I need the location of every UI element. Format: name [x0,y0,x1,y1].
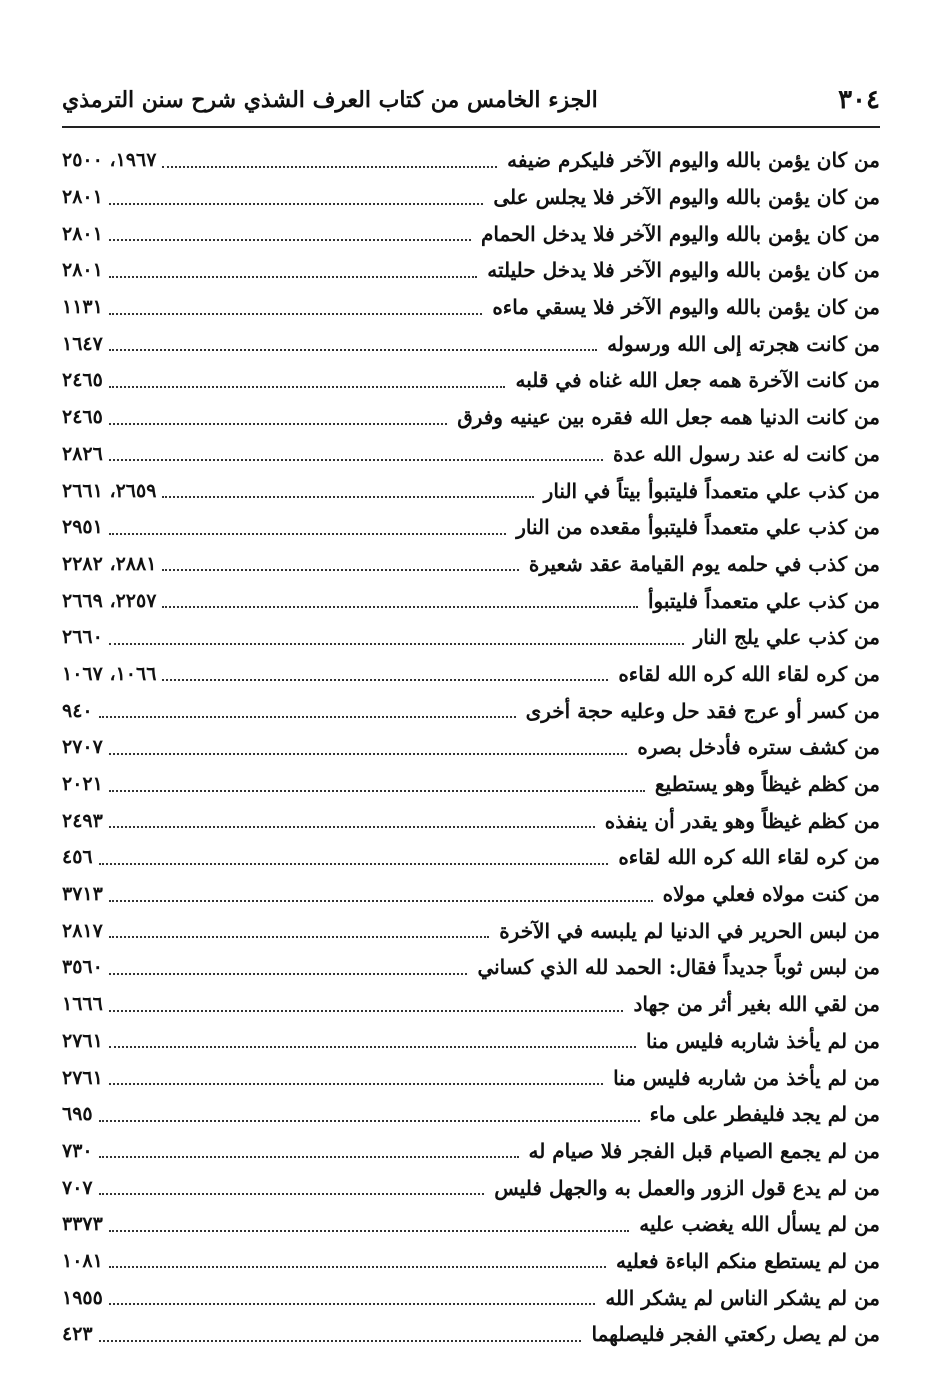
index-row [62,692,880,729]
dot-leader [109,935,489,938]
entry-refs: ٢٨٠١ [62,186,103,209]
entry-text: من لم يجمع الصيام قبل الفجر فلا صيام له [528,1138,880,1163]
entry-text: من لقي الله بغير أثر من جهاد [633,992,880,1017]
index-row [62,876,880,913]
entry-refs: ٢٧٠٧ [62,736,103,759]
entry-refs: ٢٨٠١ [62,222,103,245]
page-number: ٣٠٤ [838,85,880,115]
dot-leader [109,1045,636,1048]
index-row [62,1133,880,1170]
dot-leader [109,1265,606,1268]
dot-leader [99,1119,640,1122]
entry-refs: ١٠٨١ [62,1249,103,1272]
index-row [62,1206,880,1243]
dot-leader [109,825,595,828]
entry-text: من كذب في حلمه يوم القيامة عقد شعيرة [528,551,880,576]
entry-text: من لم يصل ركعتي الفجر فليصلهما [591,1322,880,1347]
entry-refs: ٢٤٦٥ [62,406,103,429]
entry-refs: ٢٨٢٦ [62,442,103,465]
dot-leader [109,899,653,902]
index-row [62,1243,880,1280]
entry-refs: ١٦٤٧ [62,332,103,355]
dot-leader [109,752,628,755]
entry-text: من كان يؤمن بالله واليوم الآخر فلا يدخل الحمام [481,221,880,246]
entry-refs: ٢٧٦١ [62,1029,103,1052]
index-row [62,546,880,583]
index-row [62,986,880,1023]
dot-leader [109,312,482,315]
entry-text: من كشف ستره فأدخل بصره [637,735,880,760]
index-row [62,839,880,876]
entry-text: من كان يؤمن بالله واليوم الآخر فلا يجلس على [493,185,880,210]
dot-leader [162,495,533,498]
dot-leader [109,1082,603,1085]
entry-refs: ٤٢٣ [62,1323,93,1346]
entry-text: من لم يدع قول الزور والعمل به والجهل فليس [494,1175,880,1200]
entry-text: من لم يستطع منكم الباءة فعليه [615,1248,880,1273]
entry-refs: ٢٠٢١ [62,773,103,796]
entry-refs: ٢٨١٧ [62,919,103,942]
entry-text: من كانت هجرته إلى الله ورسوله [607,331,880,356]
entry-refs: ٢٧٦١ [62,1066,103,1089]
entry-refs: ٢٢٥٧، ٢٦٦٩ [62,589,157,612]
entry-refs: ٢٦٥٩، ٢٦٦١ [62,479,157,502]
dot-leader [109,642,684,645]
entry-refs: ٢٨٨١، ٢٢٨٢ [62,552,157,575]
index-row [62,1023,880,1060]
dot-leader [99,715,516,718]
index-row [62,399,880,436]
entry-text: من لم يأخذ من شاربه فليس منا [613,1065,880,1090]
entry-text: من كظم غيظاً وهو يقدر أن ينفذه [604,808,880,833]
entry-refs: ٢٦٦٠ [62,626,103,649]
entry-text: من كنت مولاه فعلي مولاه [662,882,880,907]
index-row [62,472,880,509]
entry-text: من لم يأخذ شاربه فليس منا [645,1028,880,1053]
entry-text: من لبس ثوباً جديداً فقال: الحمد لله الذي كساني [477,955,880,980]
entry-text: من كره لقاء الله كره الله لقاءه [618,845,880,870]
index-row [62,1316,880,1353]
entry-refs: ٦٩٥ [62,1103,93,1126]
entry-refs: ٤٥٦ [62,846,93,869]
dot-leader [162,678,608,681]
entry-refs: ٩٤٠ [62,699,93,722]
entry-refs: ٣٣٧٣ [62,1213,103,1236]
dot-leader [109,202,484,205]
dot-leader [99,1192,485,1195]
index-row [62,436,880,473]
dot-leader [109,458,603,461]
index-row [62,1279,880,1316]
entry-text: من كذب علي يلج النار [693,625,880,650]
entry-refs: ٧٣٠ [62,1139,93,1162]
entry-text: من كانت الآخرة همه جعل الله غناه في قلبه [515,368,880,393]
entry-refs: ٢٩٥١ [62,516,103,539]
entry-refs: ١٩٦٧، ٢٥٠٠ [62,149,157,172]
header-rule [62,126,880,128]
dot-leader [109,422,447,425]
entry-text: من كان يؤمن بالله واليوم الآخر فليكرم ضيفه [507,148,880,173]
dot-leader [109,385,506,388]
entry-text: من كذب علي متعمداً فليتبوأ [647,588,880,613]
index-row [62,1169,880,1206]
dot-leader [99,1339,582,1342]
entry-text: من كانت الدنيا همه جعل الله فقره بين عينيه وفرق [457,405,880,430]
book-title: الجزء الخامس من كتاب العرف الشذي شرح سنن الترمذي [62,87,598,113]
index-row [62,142,880,179]
dot-leader [162,568,518,571]
entry-refs: ١١٣١ [62,296,103,319]
dot-leader [109,789,645,792]
entry-text: من لبس الحرير في الدنيا لم يلبسه في الآخرة [499,918,880,943]
index-row [62,729,880,766]
index-row [62,802,880,839]
index-row [62,619,880,656]
index-row [62,179,880,216]
running-header [62,80,880,120]
index-row [62,766,880,803]
dot-leader [109,275,477,278]
entry-text: من كان يؤمن بالله واليوم الآخر فلا يسقي ماءه [492,295,880,320]
hadith-index-list [62,142,880,1353]
entry-refs: ١٩٥٥ [62,1286,103,1309]
index-row [62,949,880,986]
entry-refs: ٢٨٠١ [62,259,103,282]
dot-leader [109,1229,629,1232]
entry-text: من كذب علي متعمداً فليتبوأ بيتاً في النار [543,478,880,503]
index-row [62,1096,880,1133]
entry-refs: ١٠٦٦، ١٠٦٧ [62,662,157,685]
dot-leader [99,862,609,865]
index-row [62,215,880,252]
index-row [62,362,880,399]
dot-leader [109,238,471,241]
entry-refs: ٢٤٦٥ [62,369,103,392]
dot-leader [109,972,468,975]
entry-text: من كره لقاء الله كره الله لقاءه [618,661,880,686]
entry-refs: ٣٧١٣ [62,883,103,906]
dot-leader [99,1155,519,1158]
entry-refs: ٣٥٦٠ [62,956,103,979]
entry-text: من كذب علي متعمداً فليتبوأ مقعده من النار [516,515,880,540]
entry-text: من كانت له عند رسول الله عدة [612,441,880,466]
dot-leader [162,605,638,608]
entry-text: من كظم غيظاً وهو يستطيع [654,772,880,797]
dot-leader [109,1302,595,1305]
dot-leader [109,1009,624,1012]
dot-leader [162,165,497,168]
entry-text: من لم يسأل الله يغضب عليه [639,1212,880,1237]
index-row [62,325,880,362]
dot-leader [109,348,597,351]
entry-text: من كان يؤمن بالله واليوم الآخر فلا يدخل حليلته [487,258,880,283]
entry-refs: ١٦٦٦ [62,993,103,1016]
entry-text: من لم يشكر الناس لم يشكر الله [605,1285,880,1310]
index-row [62,289,880,326]
index-row [62,582,880,619]
entry-text: من لم يجد فليفطر على ماء [649,1102,880,1127]
entry-text: من كسر أو عرج فقد حل وعليه حجة أخرى [525,698,880,723]
dot-leader [109,532,506,535]
index-row [62,912,880,949]
entry-refs: ٢٤٩٣ [62,809,103,832]
index-row [62,252,880,289]
entry-refs: ٧٠٧ [62,1176,93,1199]
index-row [62,656,880,693]
index-row [62,509,880,546]
index-row [62,1059,880,1096]
